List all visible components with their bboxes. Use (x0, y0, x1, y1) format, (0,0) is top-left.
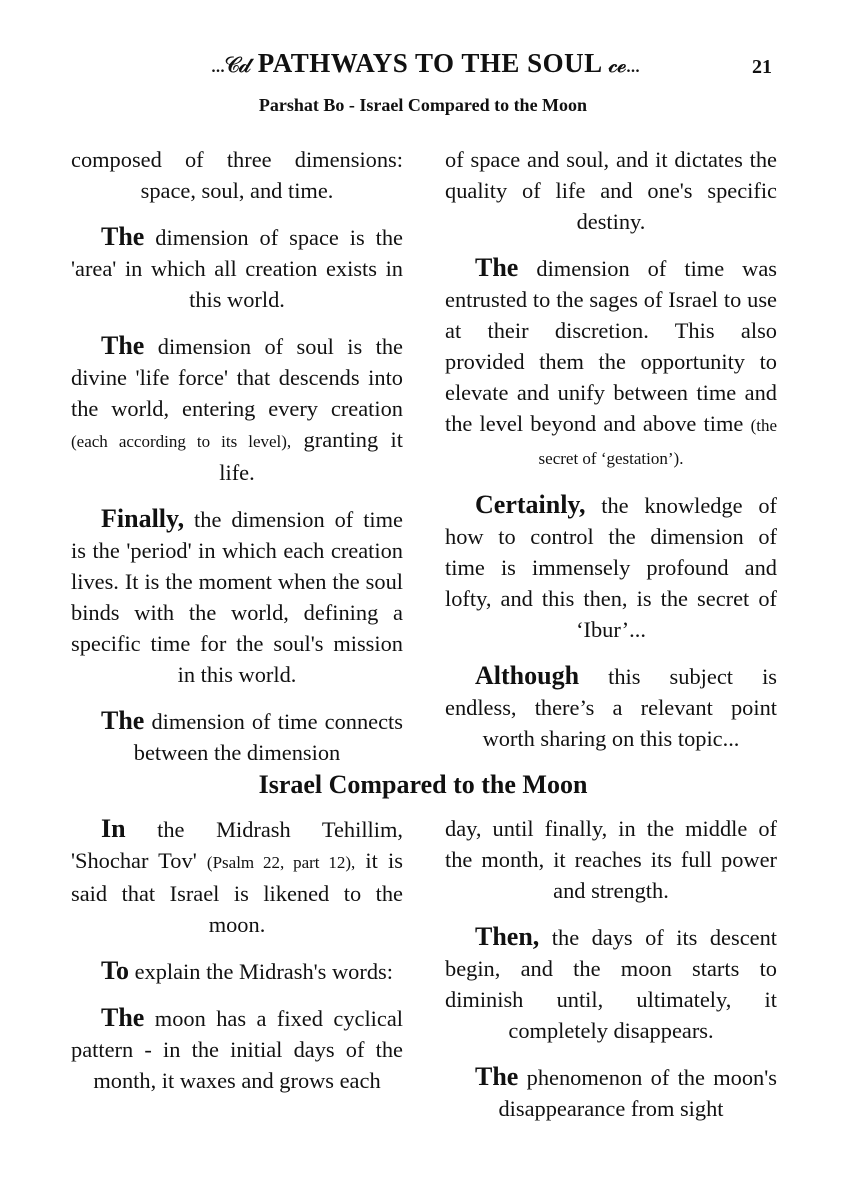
paragraph: Then, the days of its descent begin, and the moon starts to diminish until, ultimately, it completely disappears. (445, 922, 777, 1043)
section-heading: Israel Compared to the Moon (258, 770, 588, 799)
paragraph: of space and soul, and it dictates the quality of life and one's specific destiny. (445, 147, 777, 234)
chapter-subtitle: Parshat Bo - Israel Compared to the Moon (258, 95, 588, 115)
flourish-left-ornament: ...𝓒𝓭 (210, 52, 251, 77)
paragraph: Finally, the dimension of time is the 'period' in which each creation lives. It is the moment when the soul binds with the world, defining a specific time for the soul's mission in this world. (71, 504, 403, 687)
page-number: 21 (752, 56, 772, 78)
paragraph: The dimension of space is the 'area' in which all creation exists in this world. (71, 222, 403, 312)
paragraph: Certainly, the knowledge of how to control the dimension of time is immensely profound and lofty, and this then, is the secret of ‘Ibur’... (445, 490, 777, 642)
section1-right-column (445, 144, 777, 769)
paragraph: Although this subject is endless, there’s a relevant point worth sharing on this topic... (445, 661, 777, 751)
section2-left-column (71, 813, 403, 1111)
paragraph: The dimension of time connects between the dimension (101, 706, 403, 765)
paragraph: The dimension of soul is the divine 'life force' that descends into the world, entering every creation (each according to its level), granting it life. (71, 331, 403, 485)
paragraph: The moon has a fixed cyclical pattern - in the initial days of the month, it waxes and grows each (71, 1003, 403, 1093)
flourish-right-ornament: 𝓬𝓮... (608, 52, 640, 77)
paragraph: The phenomenon of the moon's disappearance from sight (475, 1062, 777, 1121)
paragraph: To explain the Midrash's words: (101, 956, 393, 985)
paragraph: In the Midrash Tehillim, 'Shochar Tov' (Psalm 22, part 12), it is said that Israel is likened to the moon. (71, 814, 403, 937)
section1-left-column (71, 144, 403, 783)
paragraph: The dimension of time was entrusted to the sages of Israel to use at their discretion. This also provided them the opportunity to elevate and unify between time and the level beyond and above time (the secret of ‘gestation’). (445, 253, 777, 468)
section2-right-column (445, 813, 777, 1139)
book-title (135, 48, 715, 79)
paragraph: day, until finally, in the middle of the month, it reaches its full power and strength. (445, 816, 777, 903)
paragraph: composed of three dimensions: space, soul, and time. (71, 147, 403, 203)
running-header (0, 48, 846, 88)
book-title-text: PATHWAYS TO THE SOUL (257, 48, 602, 78)
